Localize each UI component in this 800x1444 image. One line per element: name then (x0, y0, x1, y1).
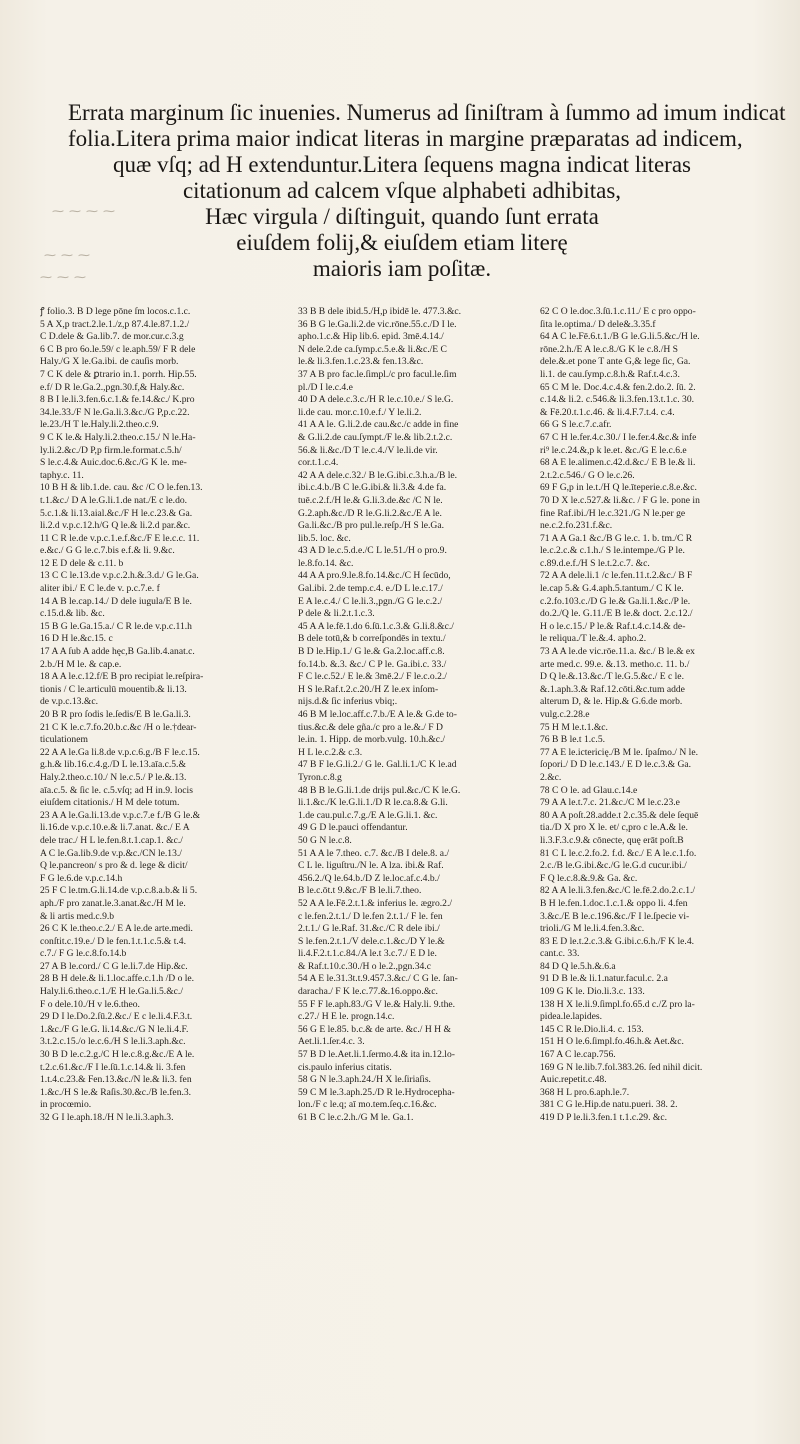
errata-entry-line: 41 A A le. G.li.2.de cau.&c./c adde in fine (298, 419, 459, 431)
errata-entry-line: ne.c.2.fo.231.f.&c. (540, 520, 613, 532)
errata-entry-line: 79 A A le.t.7.c. 21.&c./C M le.c.23.e (540, 797, 680, 809)
errata-entry-line: li.3.F.3.c.9.& cōnecte, quę erāt poſt.B (540, 834, 684, 846)
errata-entry-line: 23 A A le.Ga.li.13.de v.p.c.7.e f./B G le.& (40, 809, 201, 821)
errata-entry-line: le.cap 5.& G.4.aph.5.tantum./ C K le. (540, 583, 684, 595)
errata-entry-line: c.27./ H E le. progn.14.c. (298, 1011, 395, 1023)
errata-entry-line: aph./F pro zanat.le.3.anat.&c./H M le. (40, 897, 186, 909)
errata-entry-line: 91 D B le.& li.1.natur.facul.c. 2.a (540, 973, 668, 985)
errata-entry-line: pidea.le.lapides. (540, 1011, 603, 1023)
errata-entry-line: 78 C O le. ad Glau.c.14.e (540, 784, 638, 796)
errata-entry-line: 81 C L le.c.2.fo.2. f.d. &c./ E A le.c.1.fo. (540, 847, 697, 859)
errata-entry-line: F C le.c.52./ E le.& 3mē.2./ F le.c.o.2./ (298, 671, 447, 683)
errata-entry-line: 83 E D le.t.2.c.3.& G.ibi.c.6.h./F K le.4. (540, 935, 695, 947)
errata-entry-line: li.16.de v.p.c.10.e.& li.7.anat. &c./ E A (40, 822, 190, 834)
errata-entry-line: 37 A B pro fac.le.ſimpl./c pro facul.le.ſim (298, 368, 457, 380)
errata-entry-line: F Q le.c.8.&.9.& Ga. &c. (540, 872, 638, 884)
errata-entry-line: rōne.2.h./E A le.c.8./G K le c.8./H S (540, 343, 679, 355)
errata-entry-line: ꝭ folio.3. B D lege pōne ſm locos.c.1.c. (40, 306, 191, 317)
errata-entry-line: Ga.li.&c./B pro pul.le.reſp./H S le.Ga. (298, 520, 445, 532)
errata-entry-line: trioli./G M le.li.4.fen.3.&c. (540, 923, 645, 935)
errata-entry-line: 55 F F le.aph.83./G V le.& Haly.li. 9.the. (298, 998, 456, 1010)
errata-entry-line: 56.& li.&c./D T le.c.4./V le.li.de vir. (298, 444, 438, 456)
errata-entry-line: alterum D, & le. Hip.& G.6.de morb. (540, 696, 683, 708)
errata-entry-line: A C le.Ga.lib.9.de v.p.&c./CN le.13./ (40, 847, 182, 859)
errata-entry-line: t.1.&c./ D A le.G.li.1.de nat./E c le.do. (40, 494, 188, 506)
errata-entry-line: C L le. liguſtru./N le. A lza. ibi.& Raf. (298, 860, 444, 872)
errata-entry-line: 13 C C le.13.de v.p.c.2.h.&.3.d./ G le.Ga. (40, 570, 199, 582)
errata-entry-line: Haly.li.6.theo.c.1./E H le.Ga.li.5.&c./ (40, 986, 183, 998)
errata-entry-line: 15 B G le.Ga.15.a./ C R le.de v.p.c.11.h (40, 620, 192, 632)
errata-entry-line: 9 C K le.& Haly.li.2.theo.c.15./ N le.Ha- (40, 431, 196, 443)
errata-entry-line: C D.dele & Ga.lib.7. de mor.cur.c.3.g (40, 331, 184, 343)
errata-entry-line: e.f/ D R le.Ga.2.,pgn.30.f,& Haly.&c. (40, 381, 185, 393)
errata-entry-line: 61 B C le.c.2.h./G M le. Ga.1. (298, 1112, 414, 1123)
errata-entry-line: D Q le.&.13.&c./T le.G.5.&c./ E c le. (540, 671, 684, 683)
errata-entry-line: 30 B D le.c.2.g./C H le.c.8.g.&c./E A le. (40, 1049, 195, 1061)
errata-entry-line: 73 A A le.de vic.rōe.11.a. &c./ B le.& ex (540, 646, 695, 658)
errata-entry-line: 5.c.1.& li.13.aial.&c./F H le.c.23.& Ga. (40, 507, 193, 519)
errata-entry-line: 65 C M le. Doc.4.c.4.& fen.2.do.2. ſū. 2. (540, 381, 696, 393)
errata-column-1 (40, 306, 290, 1125)
header-line-3: quæ vſq; ad H extenduntur.Litera ſequens magna indicat literas (112, 152, 692, 177)
errata-entry-line: ſita le.optima./ D dele&.3.35.f (540, 318, 656, 330)
errata-entry-line: li.1. de cau.ſymp.c.8.h.& Raf.t.4.c.3. (540, 368, 680, 380)
errata-entry-line: apho.1.c.& Hip lib.6. epid. 3mē.4.14./ (298, 331, 444, 343)
errata-entry-line: aīa.c.5. & ſic le. c.5.vſq; ad H in.9. locis (40, 784, 193, 796)
errata-entry-line: 3.t.2.c.15./o le.c.6./H S le.li.3.aph.&c. (40, 1036, 186, 1048)
show-through-mark: ⁓ ⁓ ⁓ (44, 248, 91, 262)
errata-entry-line: eiuſdem citationis./ H M dele totum. (40, 797, 180, 809)
errata-entry-line: 109 G K le. Dio.li.3.c. 133. (540, 986, 645, 998)
show-through-mark: ⁓ ⁓ ⁓ ⁓ (52, 204, 116, 218)
errata-entry-line: li.1.&c./K le.G.li.1./D R le.ca.8.& G.li. (298, 797, 448, 809)
errata-entry-line: pl./D I le.c.4.e (298, 381, 353, 393)
errata-entry-line: B D le.Hip.1./ G le.& Ga.2.loc.aff.c.8. (298, 646, 445, 658)
errata-entry-line: 28 B H dele.& li.1.loc.affe.c.1.h /D o le. (40, 973, 195, 985)
errata-entry-line: 46 B M le.loc.aff.c.7.b./E A le.& G.de to- (298, 709, 457, 720)
errata-entry-line: 167 A C le.cap.756. (540, 1049, 616, 1061)
errata-entry-line: 54 A E le.31.3t.t.9.457.3.&c./ C G le. ſan- (298, 973, 458, 985)
header-line-1: Errata marginum ſic inuenies. Numerus ad ſiniſtram à ſummo ad imum indicat (68, 100, 786, 125)
errata-entry-line: Haly./G X le.Ga.ibi. de cauſis morb. (40, 356, 179, 368)
errata-entry-line: B le.c.ōt.t 9.&c./F B le.li.7.theo. (298, 885, 422, 897)
errata-entry-line: 29 D I le.Do.2.ſū.2.&c./ E c le.li.4.F.3.t. (40, 1011, 193, 1023)
errata-entry-line: le.c.2.c.& c.1.h./ S le.intempe./G P le. (540, 545, 685, 557)
errata-entry-line: Haly.2.theo.c.10./ N le.c.5./ P le.&.13. (40, 771, 187, 783)
errata-entry-line: S le.fen.2.t.1./V dele.c.1.&c./D Y le.& (298, 935, 445, 947)
errata-entry-line: 169 G N le.lib.7.fol.383.26. ſed nihil dicit. (540, 1061, 703, 1073)
errata-entry-line: lib.5. loc. &c. (298, 532, 351, 544)
errata-entry-line: 64 A C le.Fē.6.t.1./B G le.G.li.5.&c./H le. (540, 331, 700, 343)
errata-entry-line: 82 A A le.li.3.fen.&c./C le.fē.2.do.2.c.1./ (540, 885, 696, 897)
errata-column-2 (298, 306, 534, 1125)
errata-entry-line: de v.p.c.13.&c. (40, 696, 98, 708)
header-line-6: eiuſdem folij,& eiuſdem etiam literę (236, 230, 568, 255)
errata-entry-line: 26 C K le.theo.c.2./ E A le.de arte.medi. (40, 923, 193, 935)
errata-entry-line: 50 G N le.c.8. (298, 834, 352, 846)
errata-entry-line: G.2.aph.&c./D R le.G.li.2.&c./E A le. (298, 507, 442, 519)
errata-entry-line: g.h.& lib.16.c.4.g./D L le.13.aīa.c.5.& (40, 759, 186, 771)
errata-entry-line: N dele.2.de ca.ſymp.c.5.e.& li.&c./E C (298, 343, 447, 355)
errata-entry-line: ly.li.2.&c./D P,p firm.le.format.c.5.h/ (40, 444, 182, 456)
errata-entry-line: Tyron.c.8.g (298, 771, 342, 783)
errata-entry-line: 138 H X le.li.9.ſimpl.fo.65.d c./Z pro la- (540, 998, 695, 1010)
errata-entry-line: Q le.pancreon/ s pro & d. lege & dicit/ (40, 860, 188, 872)
errata-entry-line: 1.de cau.pul.c.7.g./E A le.G.li.1. &c. (298, 809, 438, 821)
errata-entry-line: 25 F C le.tm.G.li.14.de v.p.c.8.a.b.& li 5. (40, 885, 198, 897)
errata-entry-line: H o le.c.15./ P le.& Raf.t.4.c.14.& de- (540, 620, 686, 632)
errata-entry-line: 45 A A le.fē.1.do 6.ſū.1.c.3.& G.li.8.&c./ (298, 620, 454, 632)
errata-entry-line: 368 H L pro.6.aph.le.7. (540, 1086, 630, 1098)
errata-entry-line: ſopori./ D D le.c.143./ E D le.c.3.& Ga. (540, 759, 692, 771)
header-line-2: folia.Litera prima maior indicat literas in margine præparatas ad indicem, (68, 126, 743, 151)
errata-entry-line: le reliqua./T le.&.4. apho.2. (540, 633, 647, 645)
errata-entry-line: 5 A X,p tract.2.le.1./z,p 87.4.le.87.1.2./ (40, 318, 190, 330)
errata-entry-line: 47 B F le.G.li.2./ G le. Gal.li.1./C K le.ad (298, 759, 457, 771)
errata-entry-line: c le.fen.2.t.1./ D le.fen 2.t.1./ F le. fen (298, 910, 443, 922)
errata-entry-line: 70 D X le.c.527.& li.&c. / F G le. pone in (540, 494, 700, 506)
errata-entry-line: ri⁹ le.c.24.&,p k le.et. &c./G E le.c.6.e (540, 444, 687, 456)
errata-entry-line: 77 A E le.ictericię./B M le. ſpaſmo./ N le. (540, 746, 698, 758)
errata-entry-line: dele.&.et pone T ante G,& lege ſic, Ga. (540, 356, 691, 368)
errata-entry-line: 419 D P le.li.3.fen.1 t.1.c.29. &c. (540, 1112, 668, 1123)
errata-entry-line: le.in. 1. Hipp. de morb.vulg. 10.h.&c./ (298, 734, 446, 746)
errata-entry-line: & li artis med.c.9.b (40, 910, 115, 922)
errata-entry-line: 2.b./H M le. & cap.e. (40, 658, 122, 670)
errata-entry-line: 2.c./B le.G.ibi.&c./G le.G.d cucur.ibi./ (540, 860, 687, 872)
errata-entry-line: ticulationem (40, 734, 88, 746)
errata-entry-line: 44 A A pro.9.le.8.fo.14.&c./C H ſecūdo, (298, 570, 451, 582)
errata-entry-line: li.de cau. mor.c.10.e.f./ Y le.li.2. (298, 406, 422, 418)
errata-entry-line: H L le.c.2.& c.3. (298, 746, 363, 758)
errata-entry-line: S le.c.4.& Auic.doc.6.&c./G K le. me- (40, 457, 187, 469)
errata-entry-line: B dele totū,& b correſpondēs in textu./ (298, 633, 446, 645)
errata-entry-line: 34.le.33./F N le.Ga.li.3.&c./G P,p.c.22. (40, 406, 190, 418)
errata-entry-line: P dele & li.2.t.1.c.3. (298, 608, 375, 620)
errata-entry-line: cis.paulo inferius citatis. (298, 1061, 392, 1073)
errata-entry-line: Gal.ibi. 2.de temp.c.4. e./D L le.c.17./ (298, 583, 443, 595)
errata-entry-line: &.1.aph.3.& Raf.12.cōti.&c.tum adde (540, 683, 685, 695)
errata-entry-line: in procœmio. (40, 1099, 92, 1111)
errata-entry-line: 11 C R le.de v.p.c.1.e.f.&c./F E le.c.c. 11. (40, 532, 200, 544)
errata-entry-line: conſtit.c.19.e./ D le fen.1.t.1.c.5.& t.4. (40, 935, 187, 947)
errata-entry-line: 75 H M le.t.1.&c. (540, 721, 608, 733)
errata-entry-line: 145 C R le.Dio.li.4. c. 153. (540, 1023, 644, 1035)
errata-entry-line: tius.&c.& dele gña./c pro a le.&./ F D (298, 721, 443, 733)
errata-entry-line: 2.t.2.c.546./ G O le.c.26. (540, 469, 635, 481)
errata-entry-line: 33 B B dele ibid.5./H,p ibidē le. 477.3.&c. (298, 306, 462, 317)
errata-entry-line: taphy.c. 11. (40, 469, 84, 481)
errata-entry-line: c.2.fo.103.c./D G le.& Ga.li.1.&c./P le. (540, 595, 691, 607)
header-line-7: maioris iam poſitæ. (312, 256, 492, 281)
errata-entry-line: H S le.Raf.t.2.c.20./H Z le.ex inſom- (298, 683, 439, 695)
errata-entry-line: 21 C K le.c.7.fo.20.b.c.&c /H o le.†dear- (40, 721, 197, 733)
errata-entry-line: 22 A A le.Ga li.8.de v.p.c.6.g./B F le.c.15. (40, 746, 200, 758)
errata-entry-line: le.23./H T le.Haly.li.2.theo.c.9. (40, 419, 159, 431)
errata-entry-line: c.14.& li.2. c.546.& li.3.fen.13.t.1.c. 30. (540, 394, 695, 406)
errata-entry-line: 151 H O le.6.ſimpl.fo.46.h.& Aet.&c. (540, 1036, 684, 1048)
errata-entry-line: 51 A A le 7.theo. c.7. &c./B I dele.8. a./ (298, 847, 450, 859)
errata-entry-line: cor.t.1.c.4. (298, 457, 339, 469)
errata-entry-line: 18 A A le.c.12.f/E B pro recipiat le.reſpira- (40, 671, 204, 683)
errata-entry-line: fine Raf.ibi./H le.c.321./G N le.per ge (540, 507, 686, 519)
errata-entry-line: do.2./Q le. G.11./E B le.& doct. 2.c.12./ (540, 608, 693, 620)
errata-entry-line: 56 G E le.85. b.c.& de arte. &c./ H H & (298, 1023, 451, 1035)
errata-entry-line: & Raf.t.10.c.30./H o le.2.,pgn.34.c (298, 960, 431, 972)
errata-entry-line: 68 A E le.alimen.c.42.d.&c./ E B le.& li. (540, 457, 696, 469)
errata-entry-line: 58 G N le.3.aph.24./H X le.ſiriaſis. (298, 1074, 431, 1086)
header-line-5: Hæc virgula / diſtinguit, quando ſunt errata (205, 204, 599, 229)
errata-entry-line: 67 C H le.fer.4.c.30./ I le.fer.4.&c.& infe (540, 431, 697, 443)
errata-entry-line: c.89.d.e.f./H S le.t.2.c.7. &c. (540, 557, 650, 569)
errata-entry-line: B H le.fen.1.doc.1.c.1.& oppo li. 4.fen (540, 897, 688, 909)
errata-entry-line: 66 G S le.c.7.c.afr. (540, 419, 612, 431)
errata-entry-line: vulg.c.2.28.e (540, 709, 590, 720)
errata-header (62, 100, 786, 282)
errata-entry-line: & Fē.20.t.1.c.46. & li.4.F.7.t.4. c.4. (540, 406, 675, 418)
errata-entry-line: 3.&c./E B le.c.196.&c./F I le.ſpecie vi- (540, 910, 690, 922)
errata-entry-line: 49 G D le.pauci offendantur. (298, 822, 408, 834)
errata-entry-line: aliter ibi./ E C le.de v. p.c.7.e. f (40, 583, 160, 595)
errata-entry-line: 76 B B le.t 1.c.5. (540, 734, 606, 746)
errata-entry-line: 80 A A poſt.28.adde.t 2.c.35.& dele ſequē (540, 809, 699, 821)
errata-column-3 (540, 306, 776, 1125)
errata-entry-line: 84 D Q le.5.h.&.6.a (540, 960, 616, 972)
errata-entry-line: E A le.c.4./ C le.li.3.,pgn./G G le.c.2./ (298, 595, 443, 607)
errata-entry-line: 456.2./Q le.64.b./D Z le.loc.af.c.4.b./ (298, 872, 440, 884)
errata-entry-line: Aet.li.1.ſer.4.c. 3. (298, 1036, 365, 1048)
errata-entry-line: arte med.c. 99.e. &.13. metho.c. 11. b./ (540, 658, 690, 670)
errata-entry-line: F G le.6.de v.p.c.14.h (40, 872, 123, 884)
errata-entry-line: Auic.repetit.c.48. (540, 1074, 607, 1086)
errata-entry-line: 1.t.4.c.23.& Fen.13.&c./N le.& li.3. fen (40, 1074, 192, 1086)
errata-entry-line: dele trac./ H L le.fen.8.t.1.cap.1. &c./ (40, 834, 183, 846)
errata-entry-line: 12 E D dele & c.11. b (40, 557, 124, 569)
errata-entry-line: 59 C M le.3.aph.25./D R le.Hydrocepha- (298, 1086, 455, 1098)
errata-entry-line: 32 G I le.aph.18./H N le.li.3.aph.3. (40, 1112, 174, 1123)
errata-entry-line: li.2.d v.p.c.12.h/G Q le.& li.2.d par.&c. (40, 520, 191, 532)
errata-entry-line: 71 A A Ga.1 &c./B G le.c. 1. b. tm./C R (540, 532, 693, 544)
errata-entry-line: 381 C G le.Hip.de natu.pueri. 38. 2. (540, 1099, 678, 1111)
errata-entry-line: 72 A A dele.li.1 /c le.fen.11.t.2.&c./ B F (540, 570, 693, 582)
errata-entry-line: 43 A D le.c.5.d.e./C L le.51./H o pro.9. (298, 545, 447, 557)
errata-entry-line: 14 A B le.cap.14./ D dele iugula/E B le. (40, 595, 192, 607)
errata-entry-line: c.7./ F G le.c.8.fo.14.b (40, 948, 127, 960)
errata-entry-line: daracha./ F K le.c.77.&.16.oppo.&c. (298, 986, 438, 998)
errata-entry-line: 52 A A le.Fē.2.t.1.& inferius le. ægro.2./ (298, 897, 453, 909)
errata-entry-line: 16 D H le.&c.15. c (40, 633, 113, 645)
errata-entry-line: nijs.d.& ſic inferius vbiq;. (298, 696, 398, 708)
errata-entry-line: 20 B R pro ſodis le.ſedis/E B le.Ga.li.3. (40, 709, 191, 720)
header-line-4: citationum ad calcem vſque alphabeti adhibitas, (182, 178, 622, 203)
errata-entry-line: 6 C B pro 6o.le.59/ c le.aph.59/ F R dele (40, 343, 196, 355)
errata-entry-line: le.& li.3.fen.1.c.23.& fen.13.&c. (298, 356, 424, 368)
errata-entry-line: e.&c./ G G le.c.7.bis e.f.& li. 9.&c. (40, 545, 175, 557)
errata-entry-line: & G.li.2.de cau.ſympt./F le.& lib.2.t.2.c. (298, 431, 453, 443)
errata-entry-line: 36 B G le.Ga.li.2.de vic.rōne.55.c./D I le. (298, 318, 457, 330)
errata-entry-line: 1.&c./H S le.& Raſis.30.&c./B le.fen.3. (40, 1086, 192, 1098)
errata-entry-line: 7 C K dele & ꝑtrario in.1. porrh. Hip.55. (40, 368, 197, 380)
errata-entry-line: li.4.F.2.t.1.c.84./A le.t 3.c.7./ E D le. (298, 948, 437, 960)
errata-entry-line: F o dele.10./H v le.6.theo. (40, 998, 140, 1010)
errata-entry-line: 40 D A dele.c.3.c./H R le.c.10.e./ S le.G. (298, 394, 454, 406)
errata-entry-line: 42 A A dele.c.32./ B le.G.ibi.c.3.h.a./B le. (298, 469, 458, 481)
errata-entry-line: c.15.d.& lib. &c. (40, 608, 105, 620)
errata-entry-line: 27 A B le.cord./ C G le.li.7.de Hip.&c. (40, 960, 188, 972)
errata-entry-line: 1.&c./F G le.G. li.14.&c./G N le.li.4.F. (40, 1023, 189, 1035)
show-through-mark: ⁓ ⁓ ⁓ (40, 270, 87, 284)
errata-entry-line: 2.&c. (540, 771, 562, 783)
errata-entry-line: lon./F c le.q; aī mo.tem.ſeq.c.16.&c. (298, 1099, 437, 1111)
errata-entry-line: le.8.fo.14. &c. (298, 557, 354, 569)
errata-entry-line: tuē.c.2.f./H le.& G.li.3.de.&c /C N le. (298, 494, 443, 506)
errata-entry-line: 62 C O le.doc.3.ſū.1.c.11./ E c pro oppo- (540, 306, 696, 317)
errata-entry-line: 57 B D le.Aet.li.1.ſermo.4.& ita in.12.lo- (298, 1049, 455, 1061)
errata-entry-line: tia./D X pro X le. et/ c,pro c le.A.& le. (540, 822, 688, 834)
errata-entry-line: 10 B H & lib.1.de. cau. &c /C O le.fen.13. (40, 482, 203, 494)
errata-entry-line: 8 B I le.li.3.fen.6.c.1.& fe.14.&c./ K.pro (40, 394, 195, 406)
errata-entry-line: fo.14.b. &.3. &c./ C P le. Ga.ibi.c. 33./ (298, 658, 447, 670)
errata-entry-line: 2.t.1./ G le.Raf. 31.&c./C R dele ibi./ (298, 923, 440, 935)
errata-entry-line: tionis / C le.articulū mouentib.& li.13. (40, 683, 187, 695)
errata-entry-line: ibi.c.4.b./B C le.G.ibi.& li.3.& 4.de fa. (298, 482, 447, 494)
errata-entry-line: 69 F G,p in le.t./H Q le.īteperie.c.8.e.&c. (540, 482, 697, 494)
errata-entry-line: 17 A A ſub A adde hęc,B Ga.lib.4.anat.c. (40, 646, 195, 658)
errata-entry-line: t.2.c.61.&c./F I le.ſū.1.c.14.& li. 3.fen (40, 1061, 186, 1073)
errata-entry-line: 48 B B le.G.li.1.de drijs pul.&c./C K le.G. (298, 784, 461, 796)
errata-entry-line: cant.c. 33. (540, 948, 580, 960)
